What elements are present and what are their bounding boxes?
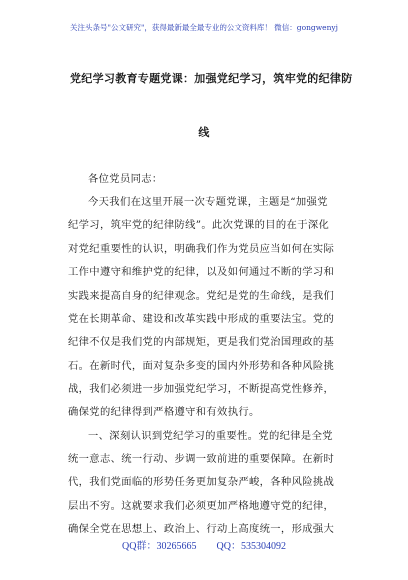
- paragraph-line: 石。在新时代，面对复杂多变的国内外形势和各种风险挑: [68, 360, 335, 372]
- document-title-continued: 线: [198, 126, 210, 139]
- footer-qq: QQ：535304092: [216, 541, 286, 552]
- document-title: 党纪学习教育专题党课：加强党纪学习，筑牢党的纪律防: [70, 72, 353, 85]
- paragraph-line: 今天我们在这里开展一次专题党课，主题是“加强党: [88, 196, 328, 208]
- paragraph-line: 统一意志、统一行动、步调一致前进的重要保障。在新时: [68, 453, 335, 465]
- paragraph-line: 对党纪重要性的认识，明确我们作为党员应当如何在实际: [68, 243, 335, 255]
- salutation: 各位党员同志：: [88, 173, 163, 185]
- paragraph-line: 纪律不仅是我们党的内部规矩，更是我们党治国理政的基: [68, 336, 335, 348]
- paragraph-line: 确保全党在思想上、政治上、行动上高度统一，形成强大: [68, 523, 335, 535]
- footer-qq-group: QQ群：30265665: [122, 541, 197, 552]
- paragraph-line: 战，我们必须进一步加强党纪学习，不断提高党性修养，: [68, 383, 335, 395]
- paragraph-line: 层出不穷。这就要求我们必须更加严格地遵守党的纪律，: [68, 500, 335, 512]
- paragraph-line: 确保党的纪律得到严格遵守和有效执行。: [68, 406, 260, 418]
- paragraph-line: 工作中遵守和维护党的纪律，以及如何通过不断的学习和: [68, 266, 335, 278]
- paragraph-line: 实践来提高自身的纪律观念。党纪是党的生命线，是我们: [68, 290, 335, 302]
- paragraph-line: 代，我们党面临的形势任务更加复杂严峻，各种风险挑战: [68, 476, 335, 488]
- paragraph-line: 纪学习，筑牢党的纪律防线”。此次党课的目的在于深化: [68, 219, 330, 231]
- footer-contact: [0, 537, 408, 552]
- paragraph-line: 一、深刻认识到党纪学习的重要性。党的纪律是全党: [88, 430, 333, 442]
- paragraph-line: 党在长期革命、建设和改革实践中形成的重要法宝。党的: [68, 313, 335, 325]
- header-note: 关注头条号"公文研究"，获得最新最全最专业的公文资料库！ 微信：gongwenyj: [70, 23, 338, 32]
